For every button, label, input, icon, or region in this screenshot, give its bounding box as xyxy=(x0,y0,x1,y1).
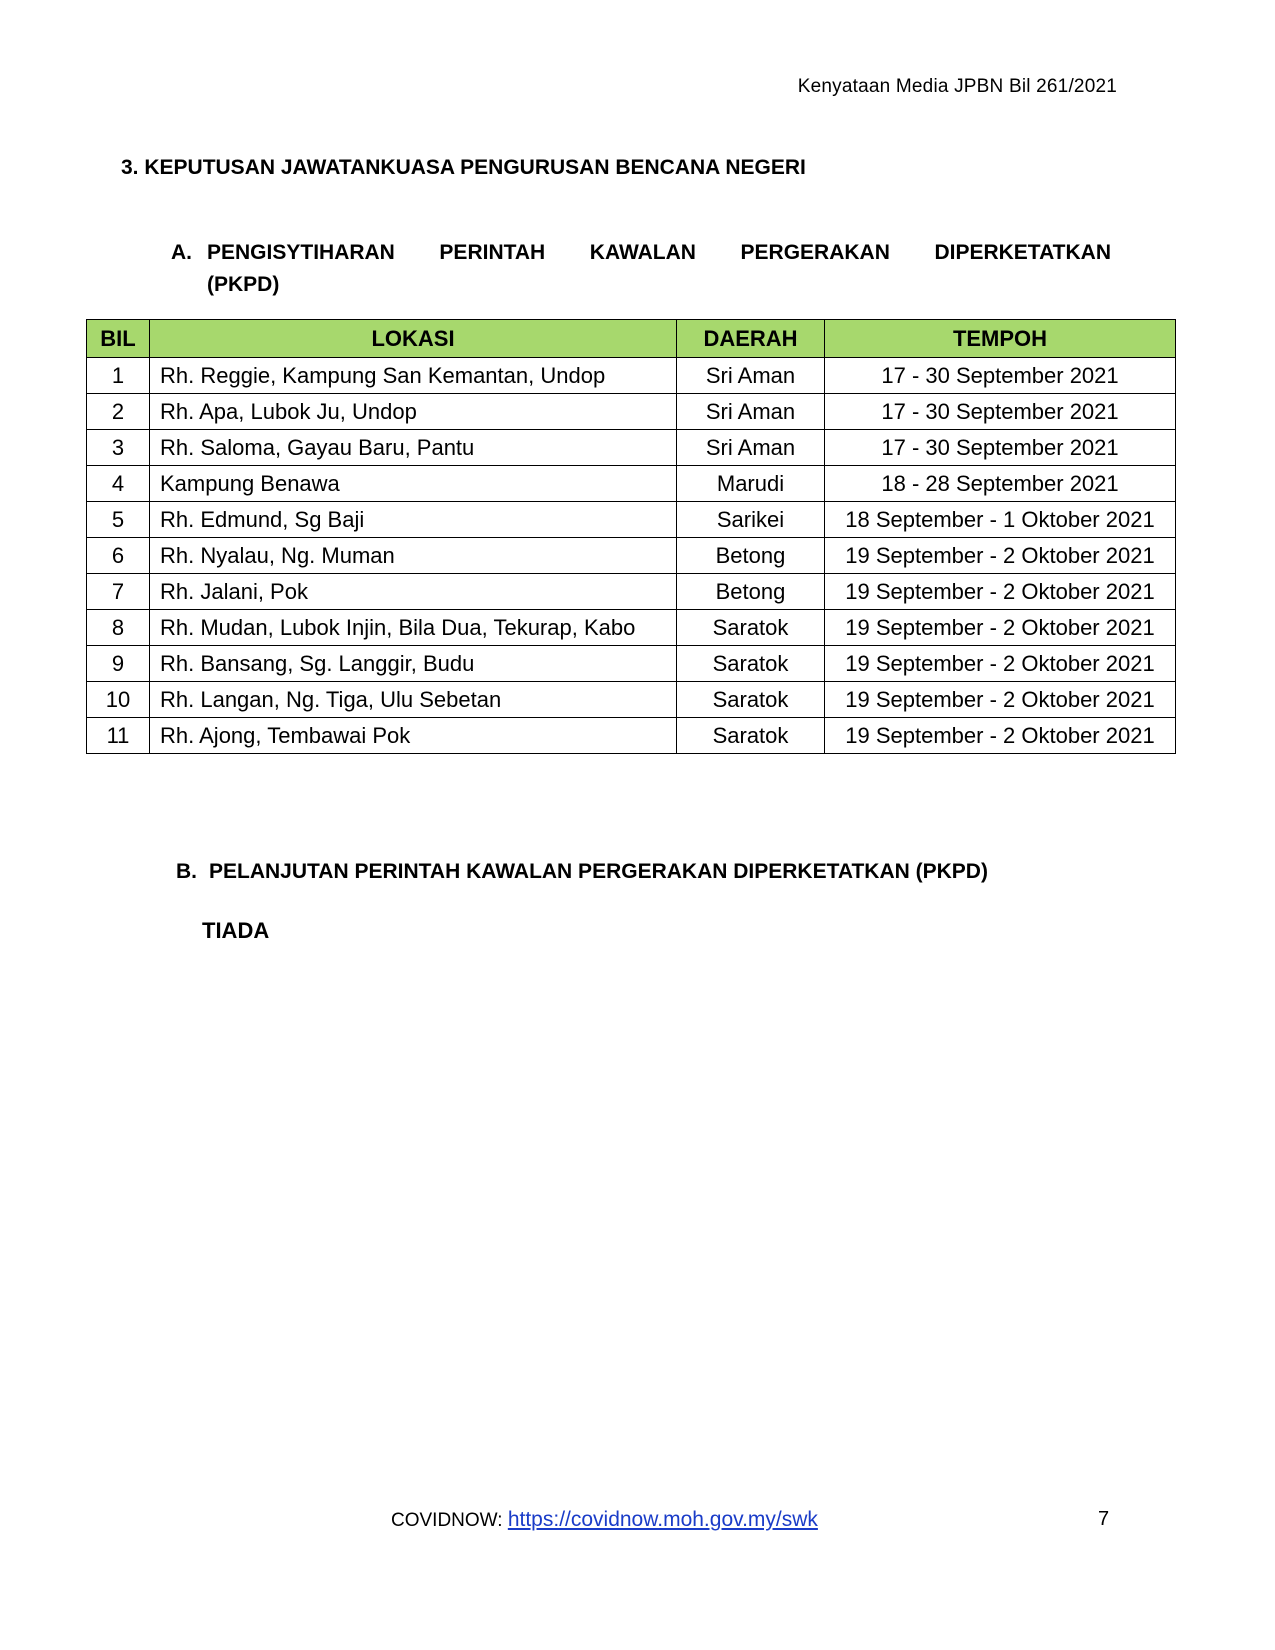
table-row xyxy=(87,718,1176,754)
cell-lokasi: Rh. Ajong, Tembawai Pok xyxy=(150,718,677,754)
cell-lokasi: Rh. Mudan, Lubok Injin, Bila Dua, Tekurap, Kabo xyxy=(150,610,677,646)
subsection-b-title: PELANJUTAN PERINTAH KAWALAN PERGERAKAN DIPERKETATKAN (PKPD) xyxy=(209,860,988,883)
cell-bil: 10 xyxy=(87,682,150,718)
cell-tempoh: 19 September - 2 Oktober 2021 xyxy=(825,610,1176,646)
table-header-row xyxy=(87,320,1176,358)
cell-lokasi: Rh. Jalani, Pok xyxy=(150,574,677,610)
table-row xyxy=(87,574,1176,610)
subsection-b-body: TIADA xyxy=(202,918,270,943)
table-row xyxy=(87,466,1176,502)
subsection-a-title-line1: PENGISYTIHARAN PERINTAH KAWALAN PERGERAKAN DIPERKETATKAN xyxy=(207,241,1111,264)
document-reference: Kenyataan Media JPBN Bil 261/2021 xyxy=(797,76,1117,97)
footer-label: COVIDNOW: xyxy=(391,1510,508,1531)
cell-bil: 3 xyxy=(87,430,150,466)
pkpd-table xyxy=(86,319,1176,754)
cell-tempoh: 19 September - 2 Oktober 2021 xyxy=(825,538,1176,574)
cell-tempoh: 17 - 30 September 2021 xyxy=(825,394,1176,430)
cell-daerah: Sarikei xyxy=(677,502,825,538)
cell-daerah: Saratok xyxy=(677,610,825,646)
cell-daerah: Saratok xyxy=(677,718,825,754)
cell-daerah: Betong xyxy=(677,574,825,610)
cell-lokasi: Rh. Langan, Ng. Tiga, Ulu Sebetan xyxy=(150,682,677,718)
cell-lokasi: Rh. Apa, Lubok Ju, Undop xyxy=(150,394,677,430)
cell-bil: 4 xyxy=(87,466,150,502)
column-header-bil: BIL xyxy=(87,320,150,358)
subsection-b-marker: B. xyxy=(176,860,197,883)
cell-tempoh: 18 September - 1 Oktober 2021 xyxy=(825,502,1176,538)
subsection-a-title-line2: (PKPD) xyxy=(207,273,280,296)
cell-tempoh: 17 - 30 September 2021 xyxy=(825,430,1176,466)
cell-tempoh: 19 September - 2 Oktober 2021 xyxy=(825,682,1176,718)
covidnow-link[interactable]: https://covidnow.moh.gov.my/swk xyxy=(507,1508,818,1531)
cell-lokasi: Rh. Bansang, Sg. Langgir, Budu xyxy=(150,646,677,682)
column-header-daerah: DAERAH xyxy=(677,320,825,358)
cell-lokasi: Kampung Benawa xyxy=(150,466,677,502)
cell-daerah: Saratok xyxy=(677,682,825,718)
cell-lokasi: Rh. Nyalau, Ng. Muman xyxy=(150,538,677,574)
table-row xyxy=(87,394,1176,430)
column-header-tempoh: TEMPOH xyxy=(825,320,1176,358)
cell-tempoh: 19 September - 2 Oktober 2021 xyxy=(825,646,1176,682)
cell-lokasi: Rh. Saloma, Gayau Baru, Pantu xyxy=(150,430,677,466)
cell-bil: 5 xyxy=(87,502,150,538)
cell-daerah: Saratok xyxy=(677,646,825,682)
cell-bil: 11 xyxy=(87,718,150,754)
table-row xyxy=(87,358,1176,394)
table-row xyxy=(87,610,1176,646)
cell-lokasi: Rh. Edmund, Sg Baji xyxy=(150,502,677,538)
cell-daerah: Marudi xyxy=(677,466,825,502)
cell-lokasi: Rh. Reggie, Kampung San Kemantan, Undop xyxy=(150,358,677,394)
subsection-b-heading xyxy=(176,860,988,884)
cell-tempoh: 19 September - 2 Oktober 2021 xyxy=(825,718,1176,754)
cell-daerah: Sri Aman xyxy=(677,358,825,394)
cell-bil: 2 xyxy=(87,394,150,430)
cell-bil: 1 xyxy=(87,358,150,394)
table-row xyxy=(87,538,1176,574)
cell-tempoh: 18 - 28 September 2021 xyxy=(825,466,1176,502)
footer xyxy=(391,1508,818,1532)
cell-daerah: Betong xyxy=(677,538,825,574)
page-number: 7 xyxy=(1098,1508,1110,1530)
cell-bil: 9 xyxy=(87,646,150,682)
cell-tempoh: 17 - 30 September 2021 xyxy=(825,358,1176,394)
cell-daerah: Sri Aman xyxy=(677,430,825,466)
table-row xyxy=(87,430,1176,466)
table-row xyxy=(87,502,1176,538)
cell-tempoh: 19 September - 2 Oktober 2021 xyxy=(825,574,1176,610)
subsection-a-marker: A. xyxy=(171,241,192,264)
cell-daerah: Sri Aman xyxy=(677,394,825,430)
cell-bil: 7 xyxy=(87,574,150,610)
subsection-a-heading xyxy=(171,237,1111,301)
cell-bil: 6 xyxy=(87,538,150,574)
cell-bil: 8 xyxy=(87,610,150,646)
column-header-lokasi: LOKASI xyxy=(150,320,677,358)
subsection-a-title xyxy=(207,237,1111,301)
table-row xyxy=(87,646,1176,682)
table-row xyxy=(87,682,1176,718)
section-title: 3. KEPUTUSAN JAWATANKUASA PENGURUSAN BENCANA NEGERI xyxy=(121,156,806,179)
